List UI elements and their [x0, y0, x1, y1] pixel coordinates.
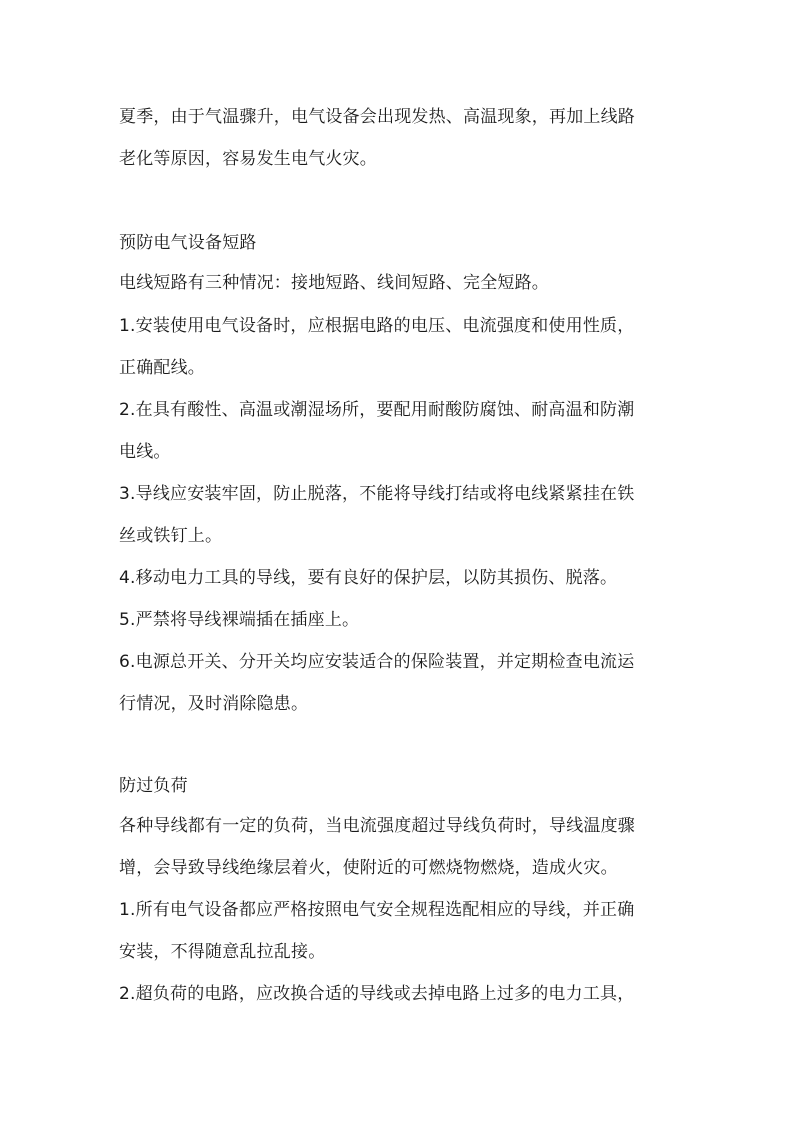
section-heading-short-circuit: 预防电气设备短路: [119, 233, 257, 253]
overload-item-1-line-2: 安装，不得随意乱拉乱接。: [119, 942, 326, 962]
intro-line-2: 老化等原因，容易发生电气火灾。: [119, 149, 377, 169]
intro-line-1: 夏季，由于气温骤升，电气设备会出现发热、高温现象，再加上线路: [119, 107, 635, 127]
overload-item-1-line-1: 1.所有电气设备都应严格按照电气安全规程选配相应的导线，并正确: [119, 900, 635, 920]
overload-intro-line-2: 增，会导致导线绝缘层着火，使附近的可燃烧物燃烧，造成火灾。: [119, 858, 618, 878]
overload-intro-line-1: 各种导线都有一定的负荷，当电流强度超过导线负荷时，导线温度骤: [119, 816, 635, 836]
short-circuit-item-4: 4.移动电力工具的导线，要有良好的保护层，以防其损伤、脱落。: [119, 568, 618, 588]
short-circuit-item-3-line-1: 3.导线应安装牢固，防止脱落，不能将导线打结或将电线紧紧挂在铁: [119, 484, 635, 504]
short-circuit-item-1-line-2: 正确配线。: [119, 358, 205, 378]
section-heading-overload: 防过负荷: [119, 776, 188, 796]
short-circuit-item-6-line-2: 行情况，及时消除隐患。: [119, 694, 309, 714]
short-circuit-intro: 电线短路有三种情况：接地短路、线间短路、完全短路。: [119, 273, 549, 293]
short-circuit-item-2-line-2: 电线。: [119, 442, 171, 462]
overload-item-2-line-1: 2.超负荷的电路，应改换合适的导线或去掉电路上过多的电力工具，: [119, 984, 635, 1004]
short-circuit-item-2-line-1: 2.在具有酸性、高温或潮湿场所，要配用耐酸防腐蚀、耐高温和防潮: [119, 400, 635, 420]
short-circuit-item-5: 5.严禁将导线裸端插在插座上。: [119, 610, 360, 630]
short-circuit-item-6-line-1: 6.电源总开关、分开关均应安装适合的保险装置，并定期检查电流运: [119, 652, 635, 672]
short-circuit-item-1-line-1: 1.安装使用电气设备时，应根据电路的电压、电流强度和使用性质，: [119, 316, 635, 336]
short-circuit-item-3-line-2: 丝或铁钉上。: [119, 526, 223, 546]
